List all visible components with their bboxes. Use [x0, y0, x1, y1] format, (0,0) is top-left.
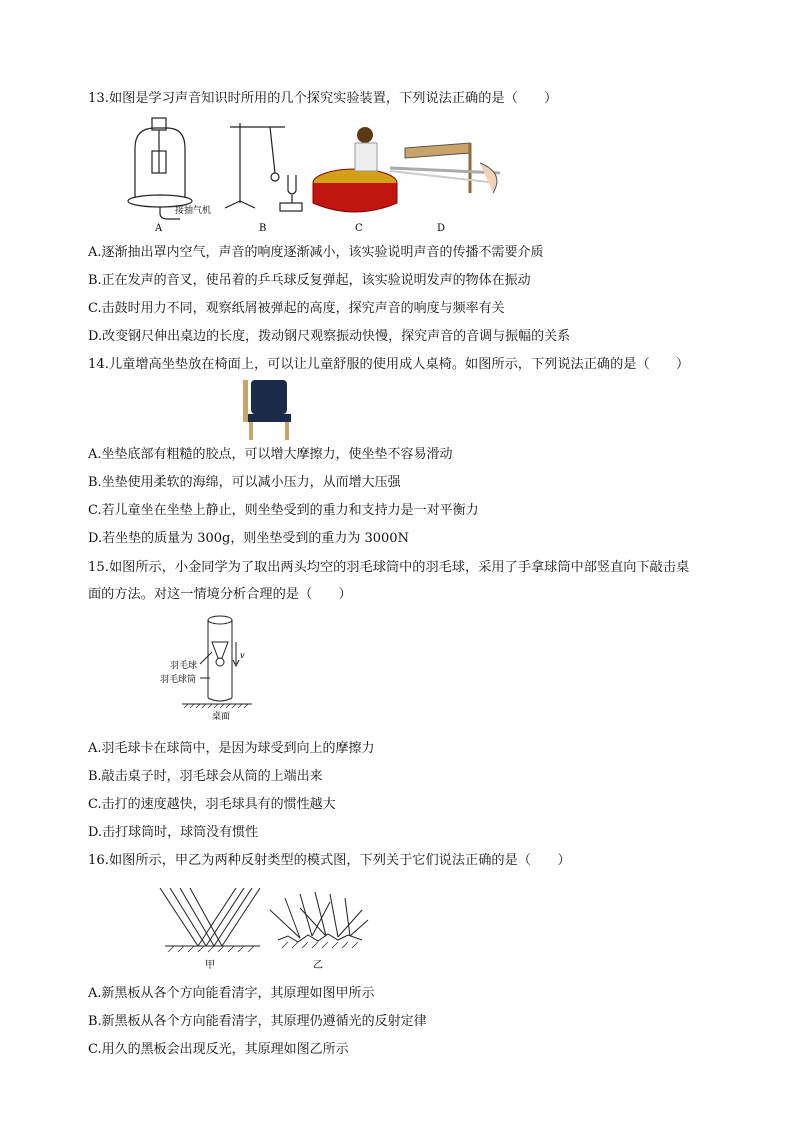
- q13-figure: [125, 113, 520, 233]
- q13-option-c: C.击鼓时用力不同，观察纸屑被弹起的高度，探究声音的响度与频率有关: [88, 301, 505, 316]
- pump-label: 接抽气机: [175, 206, 212, 216]
- q16-option-a: A.新黑板从各个方向能看清字，其原理如图甲所示: [88, 986, 375, 1001]
- diffuse-reflection-diagram: [270, 892, 368, 948]
- fig-label-b: B: [259, 223, 267, 233]
- booster-cushion-figure: [243, 378, 295, 440]
- q14-option-b: B.坐垫使用柔软的海绵，可以减小压力，从而增大压强: [88, 475, 401, 490]
- label-table: 桌面: [212, 712, 231, 722]
- q13-stem: 13.如图是学习声音知识时所用的几个探究实验装置，下列说法正确的是（ ）: [88, 91, 558, 106]
- q16-option-b: B.新黑板从各个方向能看清字，其原理仍遵循光的反射定律: [88, 1014, 427, 1029]
- q15-option-d: D.击打球筒时，球筒没有惯性: [88, 825, 259, 840]
- q13-option-d: D.改变钢尺伸出桌边的长度，拨动钢尺观察振动快慢，探究声音的音调与振幅的关系: [88, 329, 571, 344]
- q15-option-b: B.敲击桌子时，羽毛球会从筒的上端出来: [88, 769, 323, 784]
- q14-option-d: D.若坐垫的质量为 300g，则坐垫受到的重力为 3000N: [88, 531, 409, 546]
- q16-option-c: C.用久的黑板会出现反光，其原理如图乙所示: [88, 1042, 349, 1057]
- tuning-fork-apparatus: [225, 123, 302, 211]
- fig-label-c: C: [355, 223, 363, 233]
- q14-stem: 14.儿童增高坐垫放在椅面上，可以让儿童舒服的使用成人桌椅。如图所示，下列说法正确的是（ ）: [88, 357, 690, 372]
- q15-option-c: C.击打的速度越快，羽毛球具有的惯性越大: [88, 797, 336, 812]
- q13-option-a: A.逐渐抽出罩内空气，声音的响度逐渐减小，该实验说明声音的传播不需要介质: [88, 245, 544, 260]
- q15-stem-line2: 面的方法。对这一情境分析合理的是（ ）: [88, 587, 352, 602]
- label-tube: 羽毛球筒: [160, 675, 197, 685]
- drum-apparatus: [313, 127, 397, 212]
- label-shuttlecock: 羽毛球: [170, 661, 198, 671]
- shuttlecock-tube-figure: [160, 612, 270, 722]
- reflection-figure: [150, 880, 380, 972]
- fig-label-d: D: [437, 223, 446, 233]
- specular-reflection-diagram: [160, 888, 260, 952]
- q15-option-a: A.羽毛球卡在球筒中，是因为球受到向上的摩擦力: [88, 741, 375, 756]
- q16-stem: 16.如图所示，甲乙为两种反射类型的模式图，下列关于它们说法正确的是（ ）: [88, 853, 571, 868]
- label-v: v: [240, 651, 245, 660]
- label-jia: 甲: [205, 960, 215, 971]
- fig-label-a: A: [155, 223, 163, 233]
- q13-option-b: B.正在发声的音叉，使吊着的乒乓球反复弹起，该实验说明发声的物体在振动: [88, 273, 531, 288]
- label-yi: 乙: [313, 960, 323, 971]
- ruler-apparatus: [390, 143, 500, 193]
- q14-option-a: A.坐垫底部有粗糙的胶点，可以增大摩擦力，使坐垫不容易滑动: [88, 447, 453, 462]
- q15-stem-line1: 15.如图所示，小金同学为了取出两头均空的羽毛球筒中的羽毛球，采用了手拿球筒中部竖直向下敲击桌: [88, 560, 690, 575]
- q14-option-c: C.若儿童坐在坐垫上静止，则坐垫受到的重力和支持力是一对平衡力: [88, 503, 479, 518]
- bell-jar-apparatus: [128, 118, 192, 219]
